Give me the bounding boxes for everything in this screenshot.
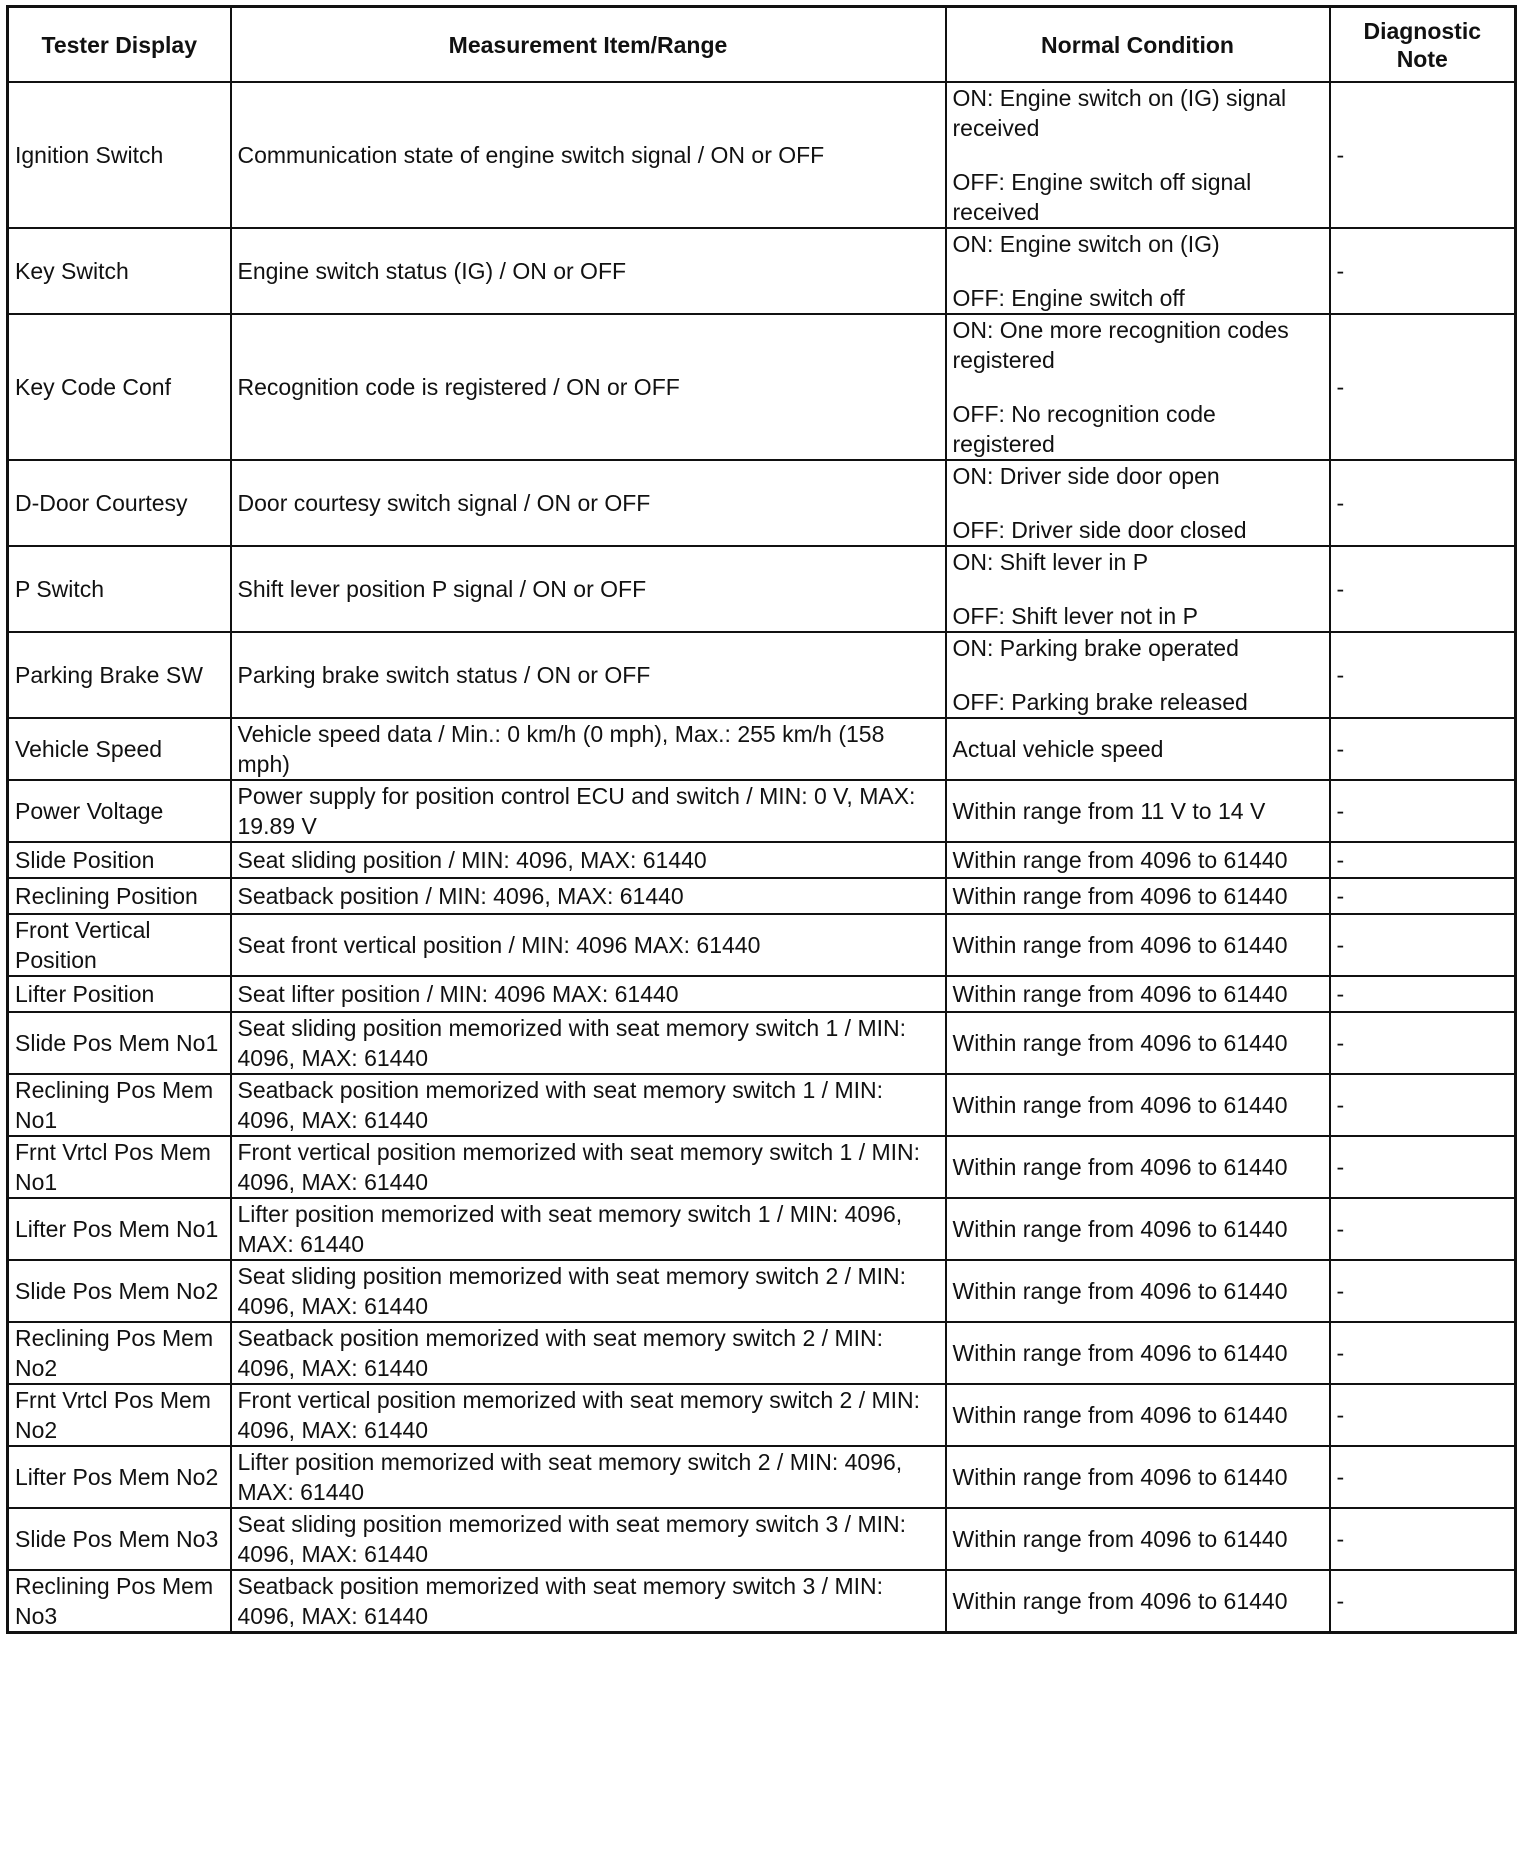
measurement-item-cell: Seat lifter position / MIN: 4096 MAX: 61440 xyxy=(231,976,946,1012)
diagnostic-note-cell: - xyxy=(1330,976,1516,1012)
data-list-table xyxy=(6,5,1517,1634)
normal-condition-cell xyxy=(946,842,1330,878)
normal-condition-line: Within range from 4096 to 61440 xyxy=(952,1588,1288,1614)
tester-display-cell: Reclining Pos Mem No3 xyxy=(8,1570,231,1633)
tester-display-cell: Front Vertical Position xyxy=(8,914,231,976)
measurement-item-cell: Seat sliding position / MIN: 4096, MAX: 61440 xyxy=(231,842,946,878)
diagnostic-note-cell: - xyxy=(1330,1570,1516,1633)
diagnostic-note-cell: - xyxy=(1330,1012,1516,1074)
table-row xyxy=(8,1384,1516,1446)
table-row xyxy=(8,460,1516,546)
normal-condition-line: Within range from 4096 to 61440 xyxy=(952,981,1288,1007)
normal-condition-line: ON: Engine switch on (IG) signal received xyxy=(952,85,1287,141)
diagnostic-note-cell: - xyxy=(1330,1446,1516,1508)
normal-condition-line: Actual vehicle speed xyxy=(952,736,1164,762)
table-row xyxy=(8,1136,1516,1198)
header-measurement-item: Measurement Item/Range xyxy=(231,7,946,83)
measurement-item-cell: Shift lever position P signal / ON or OFF xyxy=(231,546,946,632)
measurement-item-cell: Communication state of engine switch signal / ON or OFF xyxy=(231,82,946,228)
measurement-item-cell: Seatback position / MIN: 4096, MAX: 61440 xyxy=(231,878,946,914)
tester-display-cell: Ignition Switch xyxy=(8,82,231,228)
normal-condition-line: OFF: Parking brake released xyxy=(952,689,1248,715)
diagnostic-note-cell: - xyxy=(1330,314,1516,460)
tester-display-cell: Lifter Position xyxy=(8,976,231,1012)
diagnostic-note-cell: - xyxy=(1330,632,1516,718)
table-row xyxy=(8,1446,1516,1508)
measurement-item-cell: Front vertical position memorized with seat memory switch 1 / MIN: 4096, MAX: 61440 xyxy=(231,1136,946,1198)
normal-condition-cell xyxy=(946,1322,1330,1384)
measurement-item-cell: Seat front vertical position / MIN: 4096 MAX: 61440 xyxy=(231,914,946,976)
normal-condition-cell xyxy=(946,228,1330,314)
table-row xyxy=(8,842,1516,878)
normal-condition-cell xyxy=(946,718,1330,780)
normal-condition-line: Within range from 4096 to 61440 xyxy=(952,1340,1288,1366)
diagnostic-note-cell: - xyxy=(1330,460,1516,546)
normal-condition-cell xyxy=(946,82,1330,228)
diagnostic-note-cell: - xyxy=(1330,914,1516,976)
table-body xyxy=(8,82,1516,1633)
tester-display-cell: Lifter Pos Mem No1 xyxy=(8,1198,231,1260)
table-row xyxy=(8,1570,1516,1633)
measurement-item-cell: Door courtesy switch signal / ON or OFF xyxy=(231,460,946,546)
diagnostic-note-cell: - xyxy=(1330,1136,1516,1198)
table-row xyxy=(8,1508,1516,1570)
normal-condition-line: ON: Engine switch on (IG) xyxy=(952,231,1220,257)
normal-condition-line: Within range from 4096 to 61440 xyxy=(952,1216,1288,1242)
table-row xyxy=(8,878,1516,914)
table-row xyxy=(8,82,1516,228)
normal-condition-cell xyxy=(946,914,1330,976)
table-row xyxy=(8,718,1516,780)
table-row xyxy=(8,314,1516,460)
table-header-row xyxy=(8,7,1516,83)
tester-display-cell: Reclining Position xyxy=(8,878,231,914)
tester-display-cell: Reclining Pos Mem No2 xyxy=(8,1322,231,1384)
table-row xyxy=(8,780,1516,842)
measurement-item-cell: Lifter position memorized with seat memory switch 1 / MIN: 4096, MAX: 61440 xyxy=(231,1198,946,1260)
normal-condition-line: Within range from 11 V to 14 V xyxy=(952,798,1266,824)
tester-display-cell: Key Switch xyxy=(8,228,231,314)
normal-condition-line: ON: Shift lever in P xyxy=(952,549,1149,575)
table-row xyxy=(8,1012,1516,1074)
diagnostic-note-cell: - xyxy=(1330,1074,1516,1136)
normal-condition-line: ON: One more recognition codes registered xyxy=(952,317,1289,373)
measurement-item-cell: Seat sliding position memorized with seat memory switch 2 / MIN: 4096, MAX: 61440 xyxy=(231,1260,946,1322)
measurement-item-cell: Lifter position memorized with seat memory switch 2 / MIN: 4096, MAX: 61440 xyxy=(231,1446,946,1508)
tester-display-cell: Frnt Vrtcl Pos Mem No1 xyxy=(8,1136,231,1198)
normal-condition-cell xyxy=(946,1570,1330,1633)
normal-condition-cell xyxy=(946,460,1330,546)
normal-condition-cell xyxy=(946,546,1330,632)
normal-condition-cell xyxy=(946,878,1330,914)
tester-display-cell: Parking Brake SW xyxy=(8,632,231,718)
normal-condition-line: OFF: No recognition code registered xyxy=(952,401,1216,457)
normal-condition-line: Within range from 4096 to 61440 xyxy=(952,932,1288,958)
diagnostic-note-cell: - xyxy=(1330,546,1516,632)
normal-condition-cell xyxy=(946,1260,1330,1322)
measurement-item-cell: Front vertical position memorized with seat memory switch 2 / MIN: 4096, MAX: 61440 xyxy=(231,1384,946,1446)
measurement-item-cell: Seatback position memorized with seat memory switch 2 / MIN: 4096, MAX: 61440 xyxy=(231,1322,946,1384)
normal-condition-line: OFF: Engine switch off signal received xyxy=(952,169,1252,225)
normal-condition-line: OFF: Engine switch off xyxy=(952,285,1185,311)
measurement-item-cell: Seat sliding position memorized with seat memory switch 3 / MIN: 4096, MAX: 61440 xyxy=(231,1508,946,1570)
tester-display-cell: D-Door Courtesy xyxy=(8,460,231,546)
normal-condition-line: Within range from 4096 to 61440 xyxy=(952,1154,1288,1180)
tester-display-cell: Slide Position xyxy=(8,842,231,878)
table-row xyxy=(8,976,1516,1012)
diagnostic-note-cell: - xyxy=(1330,228,1516,314)
tester-display-cell: Key Code Conf xyxy=(8,314,231,460)
measurement-item-cell: Seat sliding position memorized with seat memory switch 1 / MIN: 4096, MAX: 61440 xyxy=(231,1012,946,1074)
tester-display-cell: Power Voltage xyxy=(8,780,231,842)
measurement-item-cell: Engine switch status (IG) / ON or OFF xyxy=(231,228,946,314)
normal-condition-line: OFF: Driver side door closed xyxy=(952,517,1247,543)
table-row xyxy=(8,914,1516,976)
normal-condition-line: ON: Driver side door open xyxy=(952,463,1220,489)
tester-display-cell: Slide Pos Mem No3 xyxy=(8,1508,231,1570)
diagnostic-note-cell: - xyxy=(1330,842,1516,878)
measurement-item-cell: Parking brake switch status / ON or OFF xyxy=(231,632,946,718)
table-row xyxy=(8,1322,1516,1384)
normal-condition-line: Within range from 4096 to 61440 xyxy=(952,1278,1288,1304)
normal-condition-cell xyxy=(946,1384,1330,1446)
table-row xyxy=(8,546,1516,632)
diagnostic-note-cell: - xyxy=(1330,1384,1516,1446)
diagnostic-note-cell: - xyxy=(1330,1198,1516,1260)
measurement-item-cell: Seatback position memorized with seat memory switch 1 / MIN: 4096, MAX: 61440 xyxy=(231,1074,946,1136)
normal-condition-cell xyxy=(946,314,1330,460)
header-tester-display: Tester Display xyxy=(8,7,231,83)
normal-condition-line: Within range from 4096 to 61440 xyxy=(952,1526,1288,1552)
tester-display-cell: Reclining Pos Mem No1 xyxy=(8,1074,231,1136)
normal-condition-cell xyxy=(946,976,1330,1012)
normal-condition-cell xyxy=(946,1074,1330,1136)
measurement-item-cell: Vehicle speed data / Min.: 0 km/h (0 mph), Max.: 255 km/h (158 mph) xyxy=(231,718,946,780)
normal-condition-cell xyxy=(946,1136,1330,1198)
normal-condition-line: ON: Parking brake operated xyxy=(952,635,1239,661)
header-normal-condition: Normal Condition xyxy=(946,7,1330,83)
tester-display-cell: P Switch xyxy=(8,546,231,632)
normal-condition-line: Within range from 4096 to 61440 xyxy=(952,847,1288,873)
table-row xyxy=(8,1260,1516,1322)
header-diagnostic-note: Diagnostic Note xyxy=(1330,7,1516,83)
normal-condition-cell xyxy=(946,1012,1330,1074)
table-row xyxy=(8,1074,1516,1136)
tester-display-cell: Vehicle Speed xyxy=(8,718,231,780)
measurement-item-cell: Recognition code is registered / ON or OFF xyxy=(231,314,946,460)
diagnostic-note-cell: - xyxy=(1330,1508,1516,1570)
diagnostic-note-cell: - xyxy=(1330,1322,1516,1384)
diagnostic-note-cell: - xyxy=(1330,878,1516,914)
diagnostic-note-cell: - xyxy=(1330,1260,1516,1322)
tester-display-cell: Lifter Pos Mem No2 xyxy=(8,1446,231,1508)
normal-condition-line: OFF: Shift lever not in P xyxy=(952,603,1198,629)
table-row xyxy=(8,228,1516,314)
normal-condition-line: Within range from 4096 to 61440 xyxy=(952,1092,1288,1118)
normal-condition-cell xyxy=(946,632,1330,718)
normal-condition-cell xyxy=(946,780,1330,842)
diagnostic-note-cell: - xyxy=(1330,780,1516,842)
tester-display-cell: Slide Pos Mem No2 xyxy=(8,1260,231,1322)
normal-condition-cell xyxy=(946,1198,1330,1260)
diagnostic-note-cell: - xyxy=(1330,718,1516,780)
measurement-item-cell: Seatback position memorized with seat memory switch 3 / MIN: 4096, MAX: 61440 xyxy=(231,1570,946,1633)
normal-condition-cell xyxy=(946,1446,1330,1508)
tester-display-cell: Slide Pos Mem No1 xyxy=(8,1012,231,1074)
diagnostic-note-cell: - xyxy=(1330,82,1516,228)
data-list-table-container xyxy=(6,5,1514,1634)
table-row xyxy=(8,1198,1516,1260)
normal-condition-line: Within range from 4096 to 61440 xyxy=(952,1402,1288,1428)
normal-condition-line: Within range from 4096 to 61440 xyxy=(952,1030,1288,1056)
normal-condition-cell xyxy=(946,1508,1330,1570)
table-row xyxy=(8,632,1516,718)
tester-display-cell: Frnt Vrtcl Pos Mem No2 xyxy=(8,1384,231,1446)
measurement-item-cell: Power supply for position control ECU and switch / MIN: 0 V, MAX: 19.89 V xyxy=(231,780,946,842)
normal-condition-line: Within range from 4096 to 61440 xyxy=(952,883,1288,909)
normal-condition-line: Within range from 4096 to 61440 xyxy=(952,1464,1288,1490)
